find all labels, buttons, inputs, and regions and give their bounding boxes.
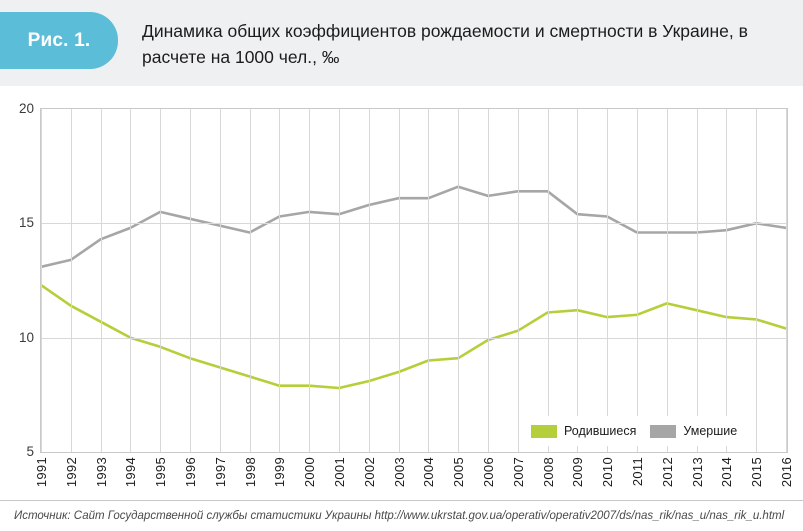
gridline-vertical (160, 109, 161, 452)
gridline-vertical (756, 109, 757, 452)
x-axis-tick-label: 1994 (123, 457, 139, 488)
x-axis-tick-label: 2004 (421, 457, 437, 488)
y-axis-tick-label: 5 (26, 444, 34, 459)
gridline-vertical (637, 109, 638, 452)
gridline-vertical (190, 109, 191, 452)
x-axis-tick-label: 2014 (719, 457, 735, 488)
gridline-vertical (607, 109, 608, 452)
legend-swatch-births (531, 425, 557, 438)
legend-item-births (531, 424, 636, 438)
figure-number-label: Рис. 1. (27, 29, 91, 51)
gridline-vertical (279, 109, 280, 452)
x-axis-tick-label: 2010 (600, 457, 616, 488)
figure-title: Динамика общих коэффициентов рождаемости и смертности в Украине, в расчете на 1000 чел., ‰ (142, 21, 748, 67)
gridline-vertical (518, 109, 519, 452)
figure-footer (0, 500, 803, 531)
gridline-vertical (220, 109, 221, 452)
source-note: Источник: Сайт Государственной службы статистики Украины http://www.ukrstat.gov.ua/operativ/operativ2007/ds/nas_rik/nas_u/nas_rik_u.html (14, 510, 785, 522)
figure-header (0, 0, 803, 86)
x-axis-tick-label: 1991 (34, 457, 49, 488)
x-axis-tick-label: 2008 (540, 457, 556, 488)
series-line-births (41, 285, 786, 388)
x-axis-tick-label: 1995 (153, 457, 169, 488)
series-line-deaths (41, 187, 786, 267)
x-axis-tick-label: 1997 (212, 457, 228, 488)
x-axis-tick-label: 2002 (361, 457, 377, 488)
gridline-vertical (369, 109, 370, 452)
x-axis-tick-label: 2006 (481, 457, 496, 488)
gridline-vertical (786, 109, 787, 452)
series-lines (41, 109, 787, 452)
x-axis-tick-label: 2000 (302, 457, 318, 488)
gridline-vertical (101, 109, 102, 452)
gridline-vertical (726, 109, 727, 452)
gridline-vertical (428, 109, 429, 452)
gridline-vertical (309, 109, 310, 452)
gridline-vertical (577, 109, 578, 452)
gridline-vertical (458, 109, 459, 452)
gridline-vertical (548, 109, 549, 452)
gridline-horizontal (41, 338, 787, 339)
x-axis-tick-label: 1996 (183, 457, 198, 488)
gridline-vertical (250, 109, 251, 452)
x-axis-tick-label: 2015 (749, 457, 765, 488)
x-axis-tick-label: 1992 (63, 457, 79, 488)
gridline-vertical (41, 109, 42, 452)
x-axis-tick-label: 2005 (451, 457, 467, 488)
x-axis-tick-label: 2016 (779, 457, 794, 488)
legend-label-deaths: Умершие (683, 424, 738, 438)
chart-area (0, 86, 803, 486)
x-axis-tick-label: 2012 (659, 457, 675, 488)
gridline-vertical (339, 109, 340, 452)
chart-legend (525, 416, 743, 446)
y-axis-tick-label: 20 (18, 101, 34, 116)
y-axis-tick-label: 10 (18, 329, 34, 345)
x-axis-tick-label: 2009 (570, 457, 586, 488)
x-axis-tick-label: 1999 (272, 457, 288, 488)
figure-number-badge (0, 12, 118, 69)
gridline-horizontal (41, 223, 787, 224)
x-axis-tick-label: 2013 (689, 457, 705, 488)
x-axis-tick-label: 2003 (391, 457, 407, 488)
legend-label-births: Родившиеся (564, 424, 637, 438)
x-axis-tick-label: 2011 (630, 457, 645, 487)
x-axis-tick-label: 2007 (510, 457, 526, 488)
gridline-vertical (697, 109, 698, 452)
x-axis-tick-label: 1993 (93, 457, 109, 488)
x-axis-tick-label: 1998 (242, 457, 258, 488)
legend-item-deaths (650, 424, 737, 438)
legend-swatch-deaths (650, 425, 676, 438)
gridline-vertical (71, 109, 72, 452)
plot-frame (40, 108, 788, 453)
gridline-vertical (399, 109, 400, 452)
x-axis-tick-label: 2001 (332, 457, 347, 488)
gridline-vertical (130, 109, 131, 452)
gridline-vertical (667, 109, 668, 452)
y-axis-tick-label: 15 (18, 215, 34, 231)
gridline-vertical (488, 109, 489, 452)
